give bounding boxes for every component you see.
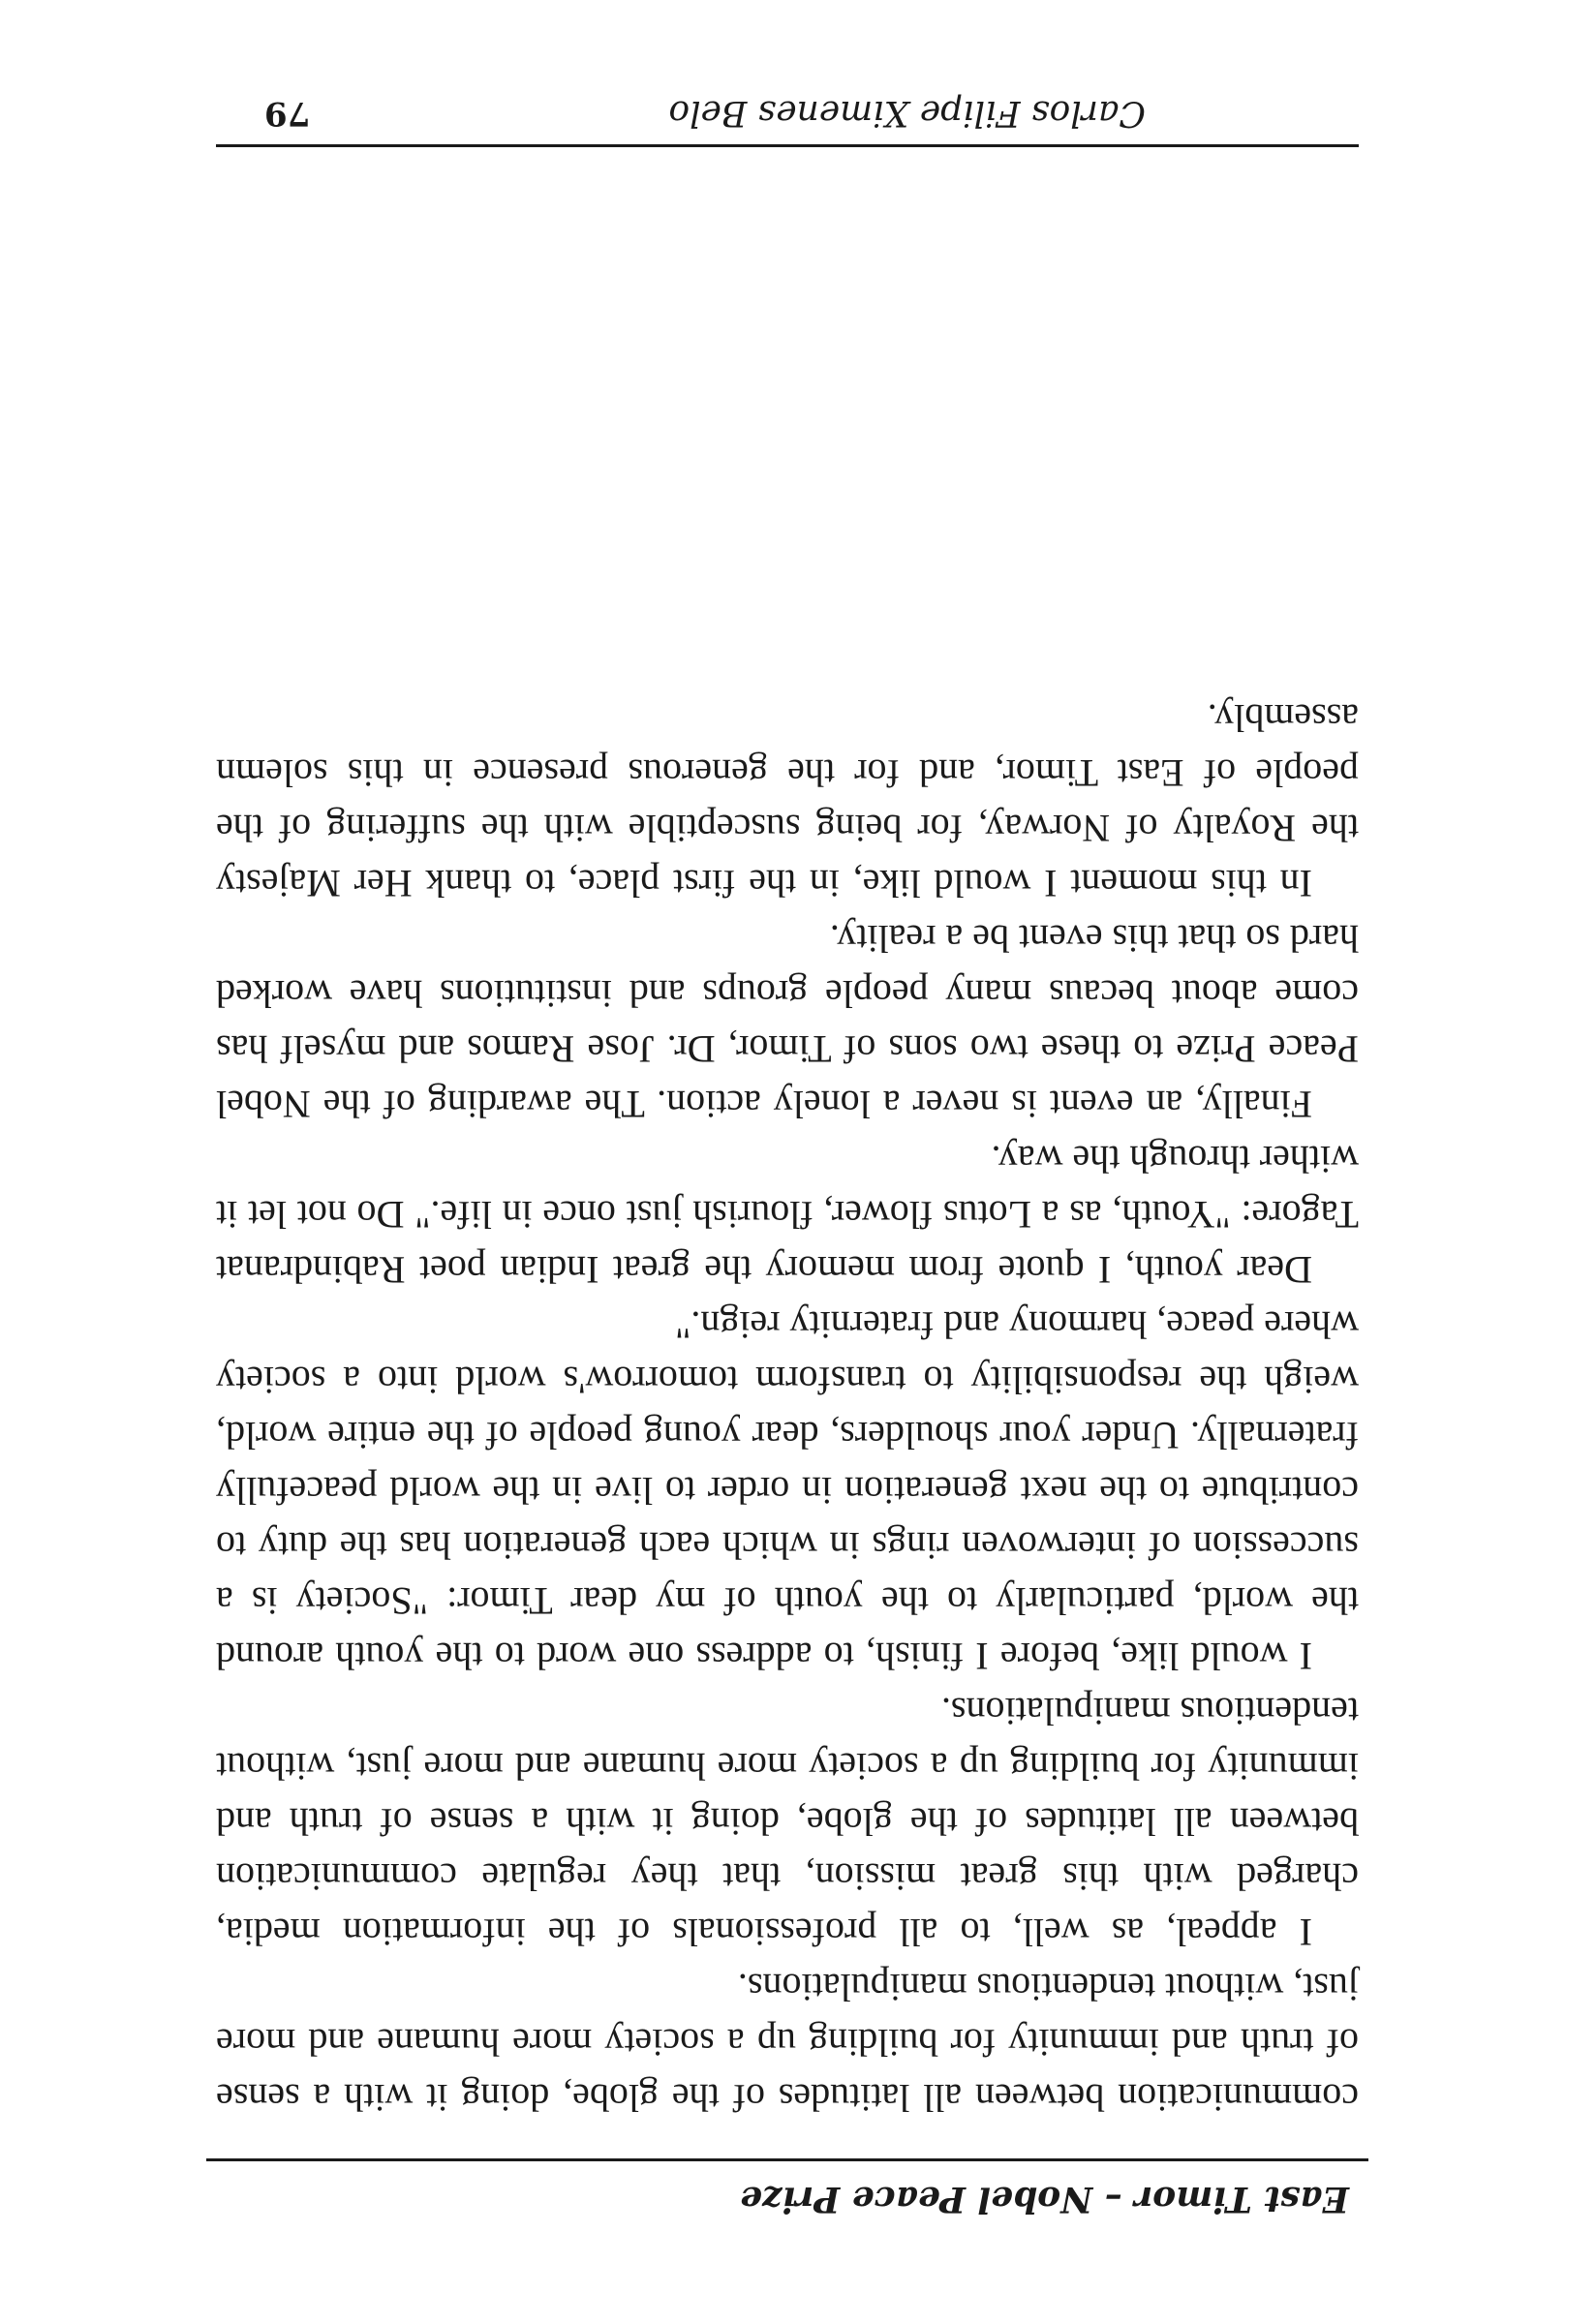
running-head-title: East Timor – Nobel Peace Prize [740,2179,1349,2219]
paragraph-6: In this moment I would like, in the first place, to thank Her Majesty the Royalty of Norway, for being susceptible with the suffering of the people of East Timor, and for the generous presence in this solemn assembly. [216,696,1359,905]
paragraph-3: I would like, before I finish, to address one word to the youth around the world, particularly to the youth of my dear Timor: "Society is a succession of interwoven rings in which each generation has the duty to contribute to the next generation in order to live in the world peacefully fraternally. Under your shoulders, dear young people of the entire world, weigh the responsibility to transform tomorrow's world into a society where peace, harmony and fraternity reign." [216,1303,1359,1678]
running-head [206,2158,1368,2219]
page-footer [216,86,1359,147]
paragraph-5: Finally, an event is never a lonely action. The awarding of the Nobel Peace Prize to these two sons of Timor, Dr. Jose Ramos and myself has come about becaus many people groups and institutions have worked hard so that this event be a reality. [216,917,1359,1126]
page-number: 79 [264,94,311,133]
paragraph-4: Dear youth, I quote from memory the great Indian poet Rabindranat Tagore: "Youth, as a Lotus flower, flourish just once in life." Do not let it wither through the way. [216,1138,1359,1292]
paragraph-2: I appeal, as well, to all professionals of the information media, charged with this great mission, that they regulate communication between all latitudes of the globe, doing it with a sense of truth and immunity for building up a society more humane and more just, without tendentious manipulations. [216,1690,1359,1954]
footer-author: Carlos Filipe Ximenes Belo [668,93,1146,133]
paragraph-1: communication between all latitudes of the globe, doing it with a sense of truth and immunity for building up a society more humane and more just, without tendentious manipulations. [216,1966,1359,2120]
body-text [216,690,1359,2125]
